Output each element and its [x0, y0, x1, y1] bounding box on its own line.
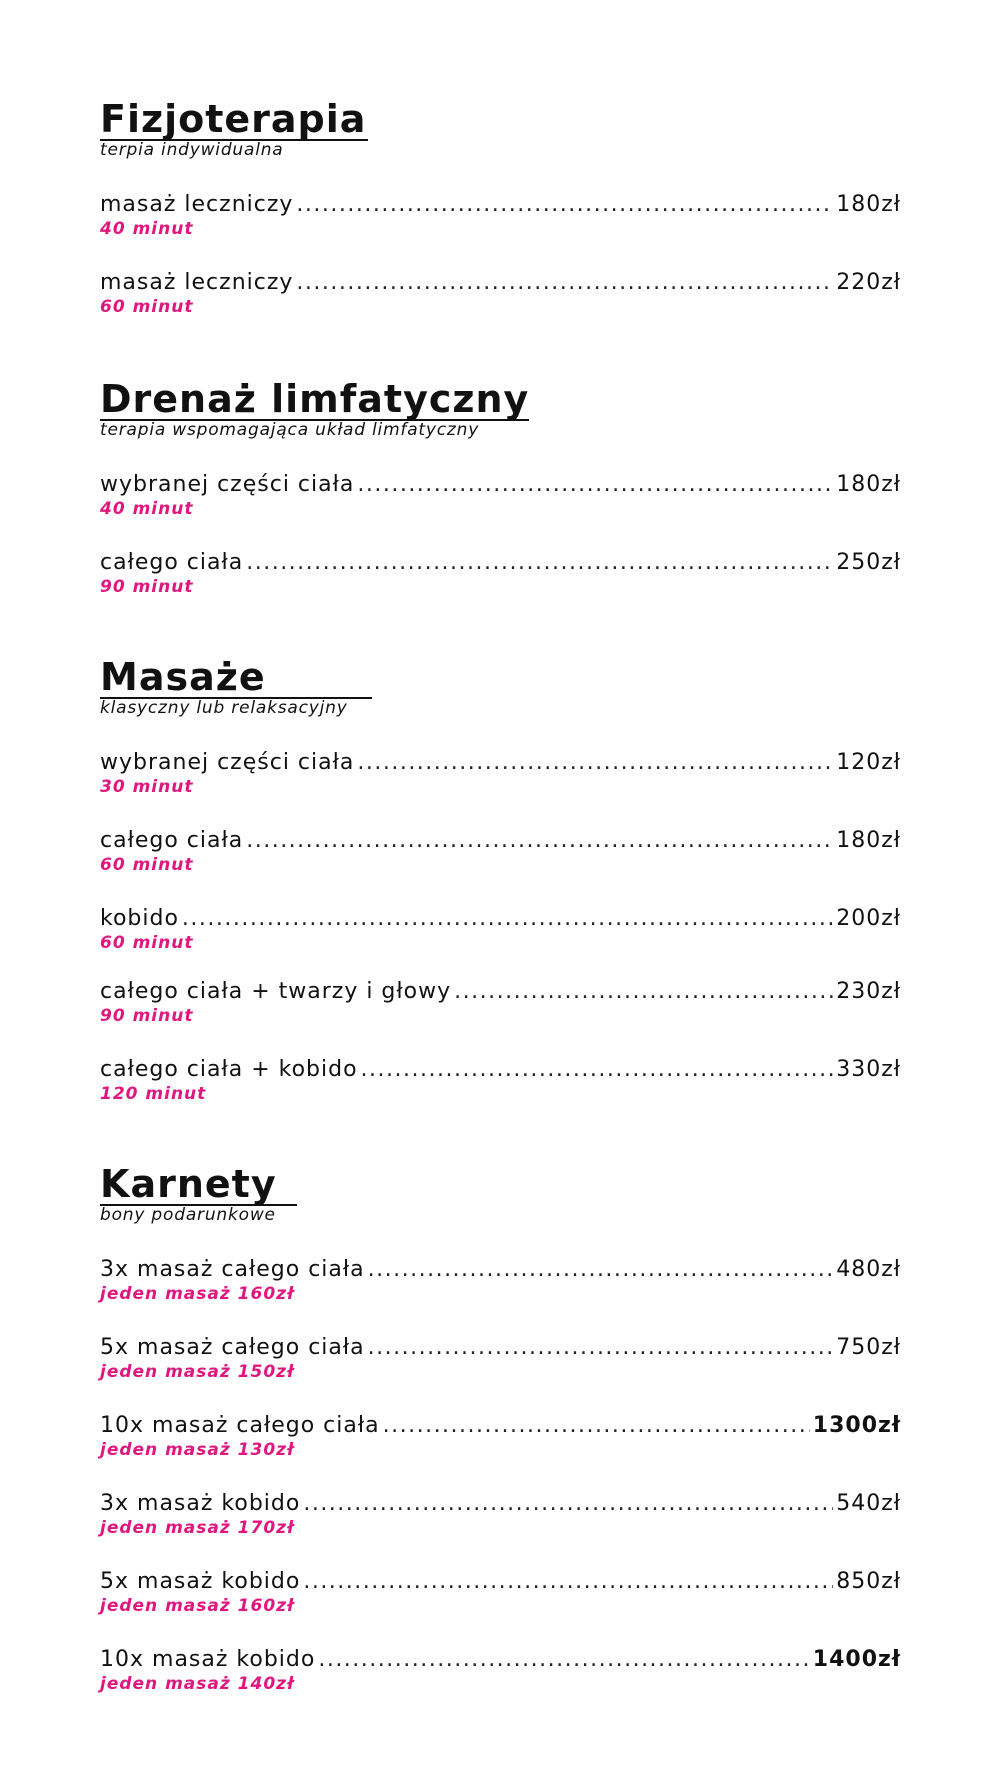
section-title: Drenaż limfatyczny [100, 377, 530, 421]
pass-name: 10x masaż całego ciała [100, 1413, 380, 1438]
pass-name: 3x masaż kobido [100, 1491, 301, 1516]
price-line [100, 1647, 901, 1673]
section-drenaz-limfatyczny [100, 377, 901, 597]
section-header [100, 377, 530, 421]
service-name: całego ciała + twarzy i głowy [100, 979, 452, 1004]
dot-leader [318, 1647, 809, 1673]
per-massage-price: jeden masaż 170zł [100, 1518, 295, 1538]
service-duration: 40 minut [100, 219, 194, 239]
price-line [100, 1057, 901, 1083]
price-item [100, 1335, 901, 1382]
price-item [100, 270, 901, 317]
service-price: 180zł [836, 472, 901, 497]
service-duration: 120 minut [100, 1084, 207, 1104]
price-line [100, 192, 901, 218]
service-name: wybranej części ciała [100, 750, 355, 775]
section-title: Karnety [100, 1162, 277, 1206]
pass-name: 3x masaż całego ciała [100, 1257, 365, 1282]
section-header [100, 1162, 297, 1206]
service-name: całego ciała [100, 550, 244, 575]
price-line [100, 1335, 901, 1361]
dot-leader [357, 472, 833, 498]
per-massage-price: jeden masaż 130zł [100, 1440, 295, 1460]
dot-leader [182, 906, 833, 932]
dot-leader [296, 270, 833, 296]
service-duration: 40 minut [100, 499, 194, 519]
service-price: 180zł [836, 828, 901, 853]
service-price: 230zł [836, 979, 901, 1004]
service-duration: 90 minut [100, 1006, 194, 1026]
section-masaze [100, 655, 901, 1104]
price-item [100, 1057, 901, 1104]
section-header [100, 97, 368, 141]
service-price: 330zł [836, 1057, 901, 1082]
section-karnety [100, 1162, 901, 1694]
service-name: całego ciała [100, 828, 244, 853]
dot-leader [303, 1569, 833, 1595]
dot-leader [246, 828, 833, 854]
pass-price: 750zł [836, 1335, 901, 1360]
dot-leader [454, 979, 833, 1005]
section-subtitle: terapia wspomagająca układ limfatyczny [100, 420, 480, 440]
section-fizjoterapia [100, 97, 901, 317]
dot-leader [357, 750, 833, 776]
price-line [100, 270, 901, 296]
price-item [100, 1491, 901, 1538]
price-item [100, 750, 901, 797]
price-item [100, 828, 901, 875]
price-item [100, 1647, 901, 1694]
service-price: 180zł [836, 192, 901, 217]
pass-name: 10x masaż kobido [100, 1647, 316, 1672]
service-duration: 30 minut [100, 777, 194, 797]
price-line [100, 828, 901, 854]
price-line [100, 1413, 901, 1439]
section-title: Masaże [100, 655, 266, 699]
dot-leader [296, 192, 833, 218]
per-massage-price: jeden masaż 160zł [100, 1284, 295, 1304]
section-title: Fizjoterapia [100, 97, 367, 141]
price-item [100, 550, 901, 597]
pass-name: 5x masaż kobido [100, 1569, 301, 1594]
pass-price: 850zł [836, 1569, 901, 1594]
section-subtitle: klasyczny lub relaksacyjny [100, 698, 348, 718]
service-price: 220zł [836, 270, 901, 295]
price-line [100, 472, 901, 498]
dot-leader [368, 1335, 834, 1361]
service-duration: 60 minut [100, 933, 194, 953]
service-duration: 60 minut [100, 855, 194, 875]
price-item [100, 192, 901, 239]
section-subtitle: terpia indywidualna [100, 140, 284, 160]
section-header [100, 655, 372, 699]
service-price: 200zł [836, 906, 901, 931]
section-subtitle: bony podarunkowe [100, 1205, 276, 1225]
service-name: masaż leczniczy [100, 270, 294, 295]
per-massage-price: jeden masaż 150zł [100, 1362, 295, 1382]
pass-price: 480zł [836, 1257, 901, 1282]
per-massage-price: jeden masaż 140zł [100, 1674, 295, 1694]
service-duration: 60 minut [100, 297, 194, 317]
dot-leader [383, 1413, 810, 1439]
pass-price: 540zł [836, 1491, 901, 1516]
price-item [100, 1569, 901, 1616]
pass-price: 1300zł [812, 1413, 901, 1438]
service-duration: 90 minut [100, 577, 194, 597]
pass-name: 5x masaż całego ciała [100, 1335, 365, 1360]
price-item [100, 1257, 901, 1304]
price-line [100, 550, 901, 576]
service-price: 250zł [836, 550, 901, 575]
price-line [100, 906, 901, 932]
service-name: kobido [100, 906, 179, 931]
price-item [100, 979, 901, 1026]
price-line [100, 1491, 901, 1517]
dot-leader [368, 1257, 834, 1283]
price-item [100, 906, 901, 953]
service-name: całego ciała + kobido [100, 1057, 358, 1082]
per-massage-price: jeden masaż 160zł [100, 1596, 295, 1616]
price-item [100, 472, 901, 519]
price-line [100, 979, 901, 1005]
dot-leader [361, 1057, 834, 1083]
price-item [100, 1413, 901, 1460]
pass-price: 1400zł [812, 1647, 901, 1672]
dot-leader [303, 1491, 833, 1517]
dot-leader [246, 550, 833, 576]
service-price: 120zł [836, 750, 901, 775]
service-name: wybranej części ciała [100, 472, 355, 497]
price-line [100, 1569, 901, 1595]
price-line [100, 1257, 901, 1283]
price-line [100, 750, 901, 776]
service-name: masaż leczniczy [100, 192, 294, 217]
